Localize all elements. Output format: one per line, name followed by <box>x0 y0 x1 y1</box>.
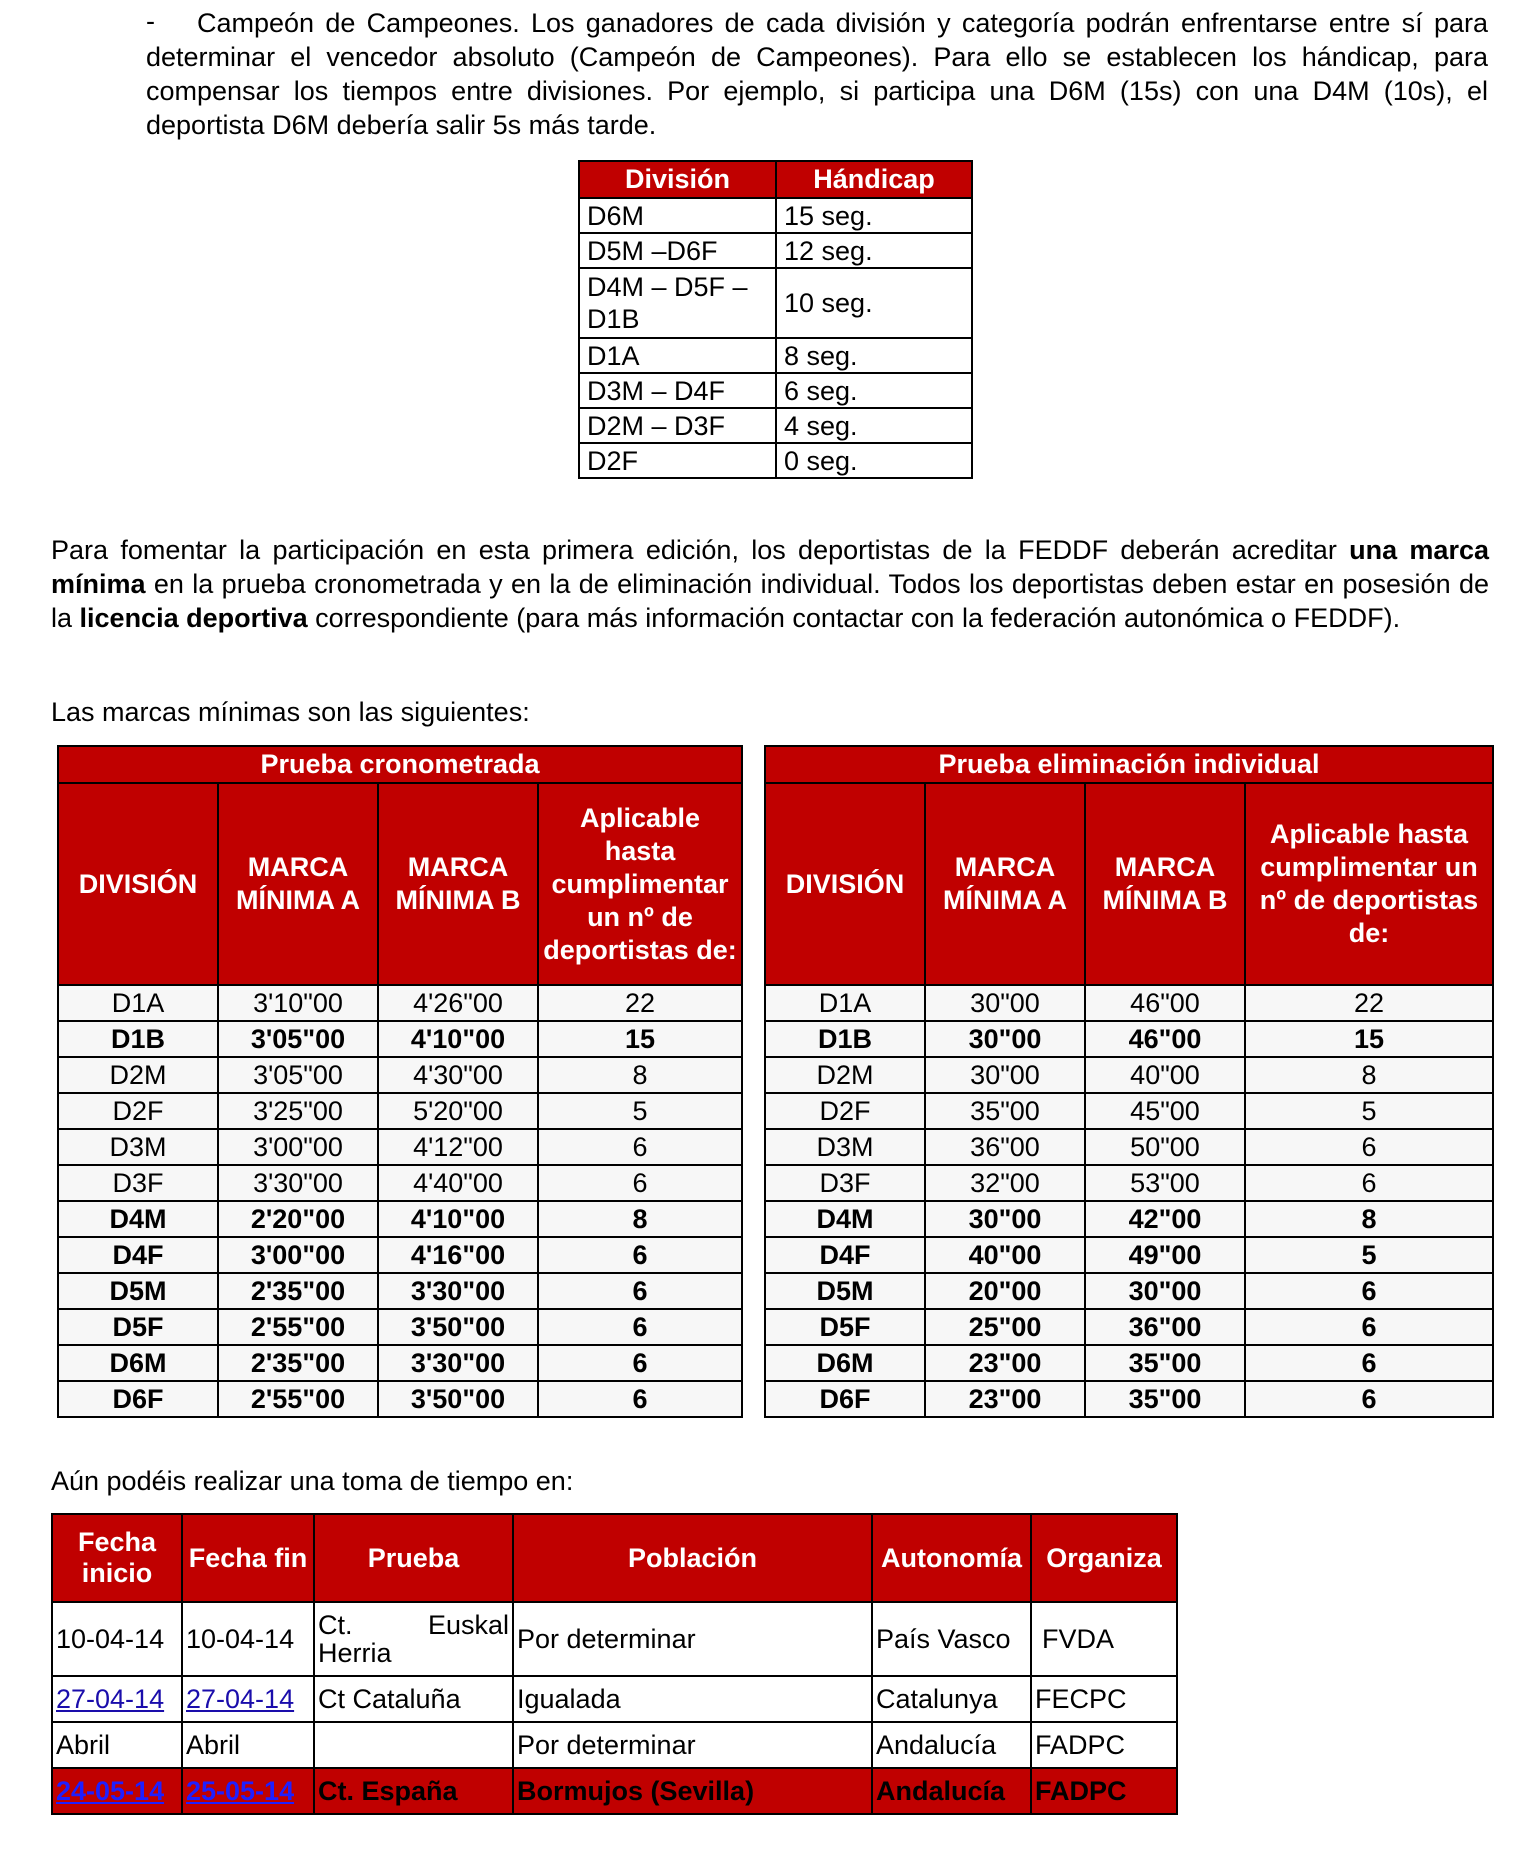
marks-intro: Las marcas mínimas son las siguientes: <box>51 697 530 727</box>
table-row <box>579 198 972 233</box>
cell: 12 seg. <box>776 233 972 268</box>
cell-fecha-fin: Abril <box>182 1722 314 1768</box>
cell-marca-b: 3'30"00 <box>378 1345 538 1381</box>
table-row <box>579 268 972 338</box>
cell-organiza: FADPC <box>1031 1768 1177 1814</box>
cell-marca-b: 3'50"00 <box>378 1309 538 1345</box>
cell-marca-a: 3'30"00 <box>218 1165 378 1201</box>
cell-marca-a: 23"00 <box>925 1345 1085 1381</box>
events-intro: Aún podéis realizar una toma de tiempo en: <box>51 1466 574 1496</box>
para-bold: licencia deportiva <box>79 603 308 633</box>
cell-organiza: FADPC <box>1031 1722 1177 1768</box>
cell-marca-a: 30"00 <box>925 1057 1085 1093</box>
table-row <box>58 1165 742 1201</box>
table-row <box>765 1345 1493 1381</box>
participation-paragraph <box>51 533 1489 635</box>
cell-marca-a: 30"00 <box>925 1201 1085 1237</box>
cell-aplicable: 22 <box>1245 985 1493 1021</box>
header-marca-b: MARCA MÍNIMA B <box>378 783 538 985</box>
cell-marca-a: 3'00"00 <box>218 1237 378 1273</box>
cell-aplicable: 8 <box>538 1201 742 1237</box>
cell: D6M <box>579 198 776 233</box>
cell-marca-b: 46"00 <box>1085 1021 1245 1057</box>
cell-fecha-fin <box>182 1768 314 1814</box>
table-row <box>765 1309 1493 1345</box>
cell-marca-b: 4'40"00 <box>378 1165 538 1201</box>
cell-marca-b: 30"00 <box>1085 1273 1245 1309</box>
cell-division: D4M <box>765 1201 925 1237</box>
cell-marca-a: 30"00 <box>925 1021 1085 1057</box>
cell-division: D5M <box>58 1273 218 1309</box>
header-division: DIVISIÓN <box>765 783 925 985</box>
cell-aplicable: 15 <box>1245 1021 1493 1057</box>
cell-marca-a: 3'05"00 <box>218 1021 378 1057</box>
table-row <box>765 1273 1493 1309</box>
table-row-highlighted <box>52 1768 1177 1814</box>
header-poblacion: Población <box>513 1514 872 1602</box>
table-row <box>765 1057 1493 1093</box>
table-title-row <box>58 746 742 783</box>
cell-fecha-fin: 10-04-14 <box>182 1602 314 1676</box>
table-row <box>58 1021 742 1057</box>
cell-fecha-fin <box>182 1676 314 1722</box>
table-header-row <box>765 783 1493 985</box>
table-row <box>58 1129 742 1165</box>
table-row <box>58 1201 742 1237</box>
date-link[interactable]: 27-04-14 <box>56 1684 165 1714</box>
cell: 4 seg. <box>776 408 972 443</box>
header-fecha-fin: Fecha fin <box>182 1514 314 1602</box>
cell-fecha-inicio <box>52 1768 182 1814</box>
events-table <box>51 1513 1178 1815</box>
cell-division: D5F <box>765 1309 925 1345</box>
cell-organiza: FECPC <box>1031 1676 1177 1722</box>
cell-aplicable: 6 <box>1245 1165 1493 1201</box>
cell-fecha-inicio <box>52 1676 182 1722</box>
cell-marca-b: 40"00 <box>1085 1057 1245 1093</box>
cell-division: D4F <box>765 1237 925 1273</box>
cell-marca-a: 20"00 <box>925 1273 1085 1309</box>
cell-aplicable: 8 <box>1245 1201 1493 1237</box>
table-row <box>765 1093 1493 1129</box>
cell-marca-a: 2'35"00 <box>218 1345 378 1381</box>
cell-marca-b: 50"00 <box>1085 1129 1245 1165</box>
cell-aplicable: 6 <box>538 1165 742 1201</box>
cell-marca-a: 3'00"00 <box>218 1129 378 1165</box>
header-organiza: Organiza <box>1031 1514 1177 1602</box>
table-row <box>579 338 972 373</box>
cell-aplicable: 6 <box>1245 1345 1493 1381</box>
cell-marca-b: 4'10"00 <box>378 1201 538 1237</box>
table-row <box>58 1273 742 1309</box>
cell-fecha-inicio: 10-04-14 <box>52 1602 182 1676</box>
table-row <box>52 1676 1177 1722</box>
header-aplicable: Aplicable hasta cumplimentar un nº de deportistas de: <box>538 783 742 985</box>
cell-fecha-inicio: Abril <box>52 1722 182 1768</box>
cell-marca-a: 32"00 <box>925 1165 1085 1201</box>
cell-aplicable: 6 <box>1245 1381 1493 1417</box>
cell-poblacion: Por determinar <box>513 1602 872 1676</box>
cell-marca-a: 3'10"00 <box>218 985 378 1021</box>
cell: D1A <box>579 338 776 373</box>
cell-division: D5F <box>58 1309 218 1345</box>
table-row <box>58 1345 742 1381</box>
cell-autonomia: Catalunya <box>872 1676 1031 1722</box>
header-marca-a: MARCA MÍNIMA A <box>218 783 378 985</box>
cell-marca-a: 36"00 <box>925 1129 1085 1165</box>
table-row <box>58 1309 742 1345</box>
cell: D2M – D3F <box>579 408 776 443</box>
table-row <box>58 1057 742 1093</box>
cell-marca-b: 5'20"00 <box>378 1093 538 1129</box>
cell: D3M – D4F <box>579 373 776 408</box>
cell-division: D2F <box>765 1093 925 1129</box>
cell-marca-b: 4'30"00 <box>378 1057 538 1093</box>
cell-marca-a: 2'20"00 <box>218 1201 378 1237</box>
table-row <box>58 985 742 1021</box>
cell-aplicable: 6 <box>1245 1309 1493 1345</box>
cell-aplicable: 6 <box>1245 1273 1493 1309</box>
cell-marca-a: 2'35"00 <box>218 1273 378 1309</box>
cell-aplicable: 6 <box>538 1237 742 1273</box>
table-row <box>58 1237 742 1273</box>
cell-prueba: Ct. Euskal Herria <box>314 1602 513 1676</box>
cell-marca-b: 36"00 <box>1085 1309 1245 1345</box>
cell-poblacion: Por determinar <box>513 1722 872 1768</box>
cell-marca-a: 23"00 <box>925 1381 1085 1417</box>
table-row <box>58 1093 742 1129</box>
cell: 15 seg. <box>776 198 972 233</box>
cell-marca-b: 42"00 <box>1085 1201 1245 1237</box>
cell-marca-b: 3'50"00 <box>378 1381 538 1417</box>
cell-marca-b: 4'10"00 <box>378 1021 538 1057</box>
cell-organiza: FVDA <box>1031 1602 1177 1676</box>
cell-division: D1B <box>765 1021 925 1057</box>
cell-prueba: Ct. España <box>314 1768 513 1814</box>
list-dash: - <box>146 6 155 36</box>
cell-marca-b: 35"00 <box>1085 1345 1245 1381</box>
cell-marca-a: 3'05"00 <box>218 1057 378 1093</box>
intro-text: Campeón de Campeones. Los ganadores de cada división y categoría podrán enfrentarse entre sí para determinar el vencedor absoluto (Campeón de Campeones). Para ello se establecen los hándicap, para compensar los tiempos entre divisiones. Por ejemplo, si participa una D6M (15s) con una D4M (10s), el deportista D6M debería salir 5s más tarde. <box>146 8 1488 140</box>
cell-division: D6M <box>58 1345 218 1381</box>
cell: 10 seg. <box>776 268 972 338</box>
header-division: División <box>579 161 776 198</box>
cell: 6 seg. <box>776 373 972 408</box>
cell-aplicable: 6 <box>1245 1129 1493 1165</box>
table-row <box>765 1381 1493 1417</box>
date-link[interactable]: 24-05-14 <box>56 1776 165 1806</box>
cell-division: D1A <box>765 985 925 1021</box>
table-row <box>765 985 1493 1021</box>
table-row <box>765 1201 1493 1237</box>
cell-aplicable: 8 <box>1245 1057 1493 1093</box>
cell-marca-b: 3'30"00 <box>378 1273 538 1309</box>
header-fecha-inicio: Fecha inicio <box>52 1514 182 1602</box>
cell-division: D3M <box>58 1129 218 1165</box>
cell-poblacion: Bormujos (Sevilla) <box>513 1768 872 1814</box>
cell-marca-a: 35"00 <box>925 1093 1085 1129</box>
date-link[interactable]: 27-04-14 <box>186 1684 295 1714</box>
table-row <box>765 1021 1493 1057</box>
header-aplicable: Aplicable hasta cumplimentar un nº de deportistas de: <box>1245 783 1493 985</box>
date-link[interactable]: 25-05-14 <box>186 1776 295 1806</box>
cell-prueba: Ct Cataluña <box>314 1676 513 1722</box>
cell-marca-b: 35"00 <box>1085 1381 1245 1417</box>
cell-division: D3M <box>765 1129 925 1165</box>
table-row <box>579 443 972 478</box>
cell-autonomia: Andalucía <box>872 1722 1031 1768</box>
cell-aplicable: 6 <box>538 1129 742 1165</box>
header-autonomia: Autonomía <box>872 1514 1031 1602</box>
table-header-row <box>579 161 972 198</box>
cell-division: D3F <box>765 1165 925 1201</box>
table-row <box>765 1165 1493 1201</box>
cell-marca-b: 4'12"00 <box>378 1129 538 1165</box>
cell-division: D6F <box>58 1381 218 1417</box>
cell: 8 seg. <box>776 338 972 373</box>
cell: D2F <box>579 443 776 478</box>
table-row <box>765 1237 1493 1273</box>
cell-aplicable: 6 <box>538 1345 742 1381</box>
cronometrada-table <box>57 745 743 1418</box>
para-text: Para fomentar la participación en esta primera edición, los deportistas de la FEDDF deberán acreditar <box>51 535 1350 565</box>
cell-aplicable: 6 <box>538 1309 742 1345</box>
cell-prueba <box>314 1722 513 1768</box>
cell-marca-b: 4'16"00 <box>378 1237 538 1273</box>
cell-aplicable: 5 <box>1245 1237 1493 1273</box>
cell: D4M – D5F – D1B <box>579 268 776 338</box>
cell-division: D2F <box>58 1093 218 1129</box>
cell-aplicable: 22 <box>538 985 742 1021</box>
cell-division: D5M <box>765 1273 925 1309</box>
handicap-table <box>578 160 973 479</box>
header-prueba: Prueba <box>314 1514 513 1602</box>
table-row <box>52 1602 1177 1676</box>
cell-marca-b: 49"00 <box>1085 1237 1245 1273</box>
cell-division: D1B <box>58 1021 218 1057</box>
cell: D5M –D6F <box>579 233 776 268</box>
cell-aplicable: 6 <box>538 1273 742 1309</box>
table-row <box>58 1381 742 1417</box>
cell-aplicable: 15 <box>538 1021 742 1057</box>
cell-aplicable: 5 <box>1245 1093 1493 1129</box>
table-header-row <box>58 783 742 985</box>
cell-division: D4F <box>58 1237 218 1273</box>
cell-marca-b: 53"00 <box>1085 1165 1245 1201</box>
cell-division: D3F <box>58 1165 218 1201</box>
cell-autonomia: País Vasco <box>872 1602 1031 1676</box>
cell-aplicable: 6 <box>538 1381 742 1417</box>
header-marca-b: MARCA MÍNIMA B <box>1085 783 1245 985</box>
cell-marca-a: 40"00 <box>925 1237 1085 1273</box>
header-division: DIVISIÓN <box>58 783 218 985</box>
table-row <box>579 373 972 408</box>
cell-marca-a: 3'25"00 <box>218 1093 378 1129</box>
table-row <box>579 233 972 268</box>
cell-division: D6F <box>765 1381 925 1417</box>
cell-marca-b: 4'26"00 <box>378 985 538 1021</box>
cell-division: D2M <box>765 1057 925 1093</box>
eliminacion-table <box>764 745 1494 1418</box>
table-title: Prueba cronometrada <box>58 746 742 783</box>
para-bold: una marca mínima <box>51 535 1489 599</box>
cell-aplicable: 5 <box>538 1093 742 1129</box>
header-handicap: Hándicap <box>776 161 972 198</box>
table-row <box>579 408 972 443</box>
table-title-row <box>765 746 1493 783</box>
table-header-row <box>52 1514 1177 1602</box>
cell-division: D1A <box>58 985 218 1021</box>
cell-division: D4M <box>58 1201 218 1237</box>
intro-paragraph <box>146 6 1488 142</box>
cell-marca-a: 2'55"00 <box>218 1381 378 1417</box>
cell: 0 seg. <box>776 443 972 478</box>
cell-marca-a: 30"00 <box>925 985 1085 1021</box>
cell-division: D2M <box>58 1057 218 1093</box>
table-row <box>52 1722 1177 1768</box>
cell-poblacion: Igualada <box>513 1676 872 1722</box>
cell-autonomia: Andalucía <box>872 1768 1031 1814</box>
cell-marca-b: 45"00 <box>1085 1093 1245 1129</box>
table-title: Prueba eliminación individual <box>765 746 1493 783</box>
header-marca-a: MARCA MÍNIMA A <box>925 783 1085 985</box>
cell-aplicable: 8 <box>538 1057 742 1093</box>
cell-marca-a: 25"00 <box>925 1309 1085 1345</box>
para-text: correspondiente (para más información contactar con la federación autonómica o FEDDF). <box>307 603 1401 633</box>
cell-division: D6M <box>765 1345 925 1381</box>
cell-marca-b: 46"00 <box>1085 985 1245 1021</box>
para-text: en la prueba cronometrada y en la de eliminación individual. Todos los deportistas deben estar en posesión de la <box>51 569 1489 633</box>
table-row <box>765 1129 1493 1165</box>
cell-marca-a: 2'55"00 <box>218 1309 378 1345</box>
